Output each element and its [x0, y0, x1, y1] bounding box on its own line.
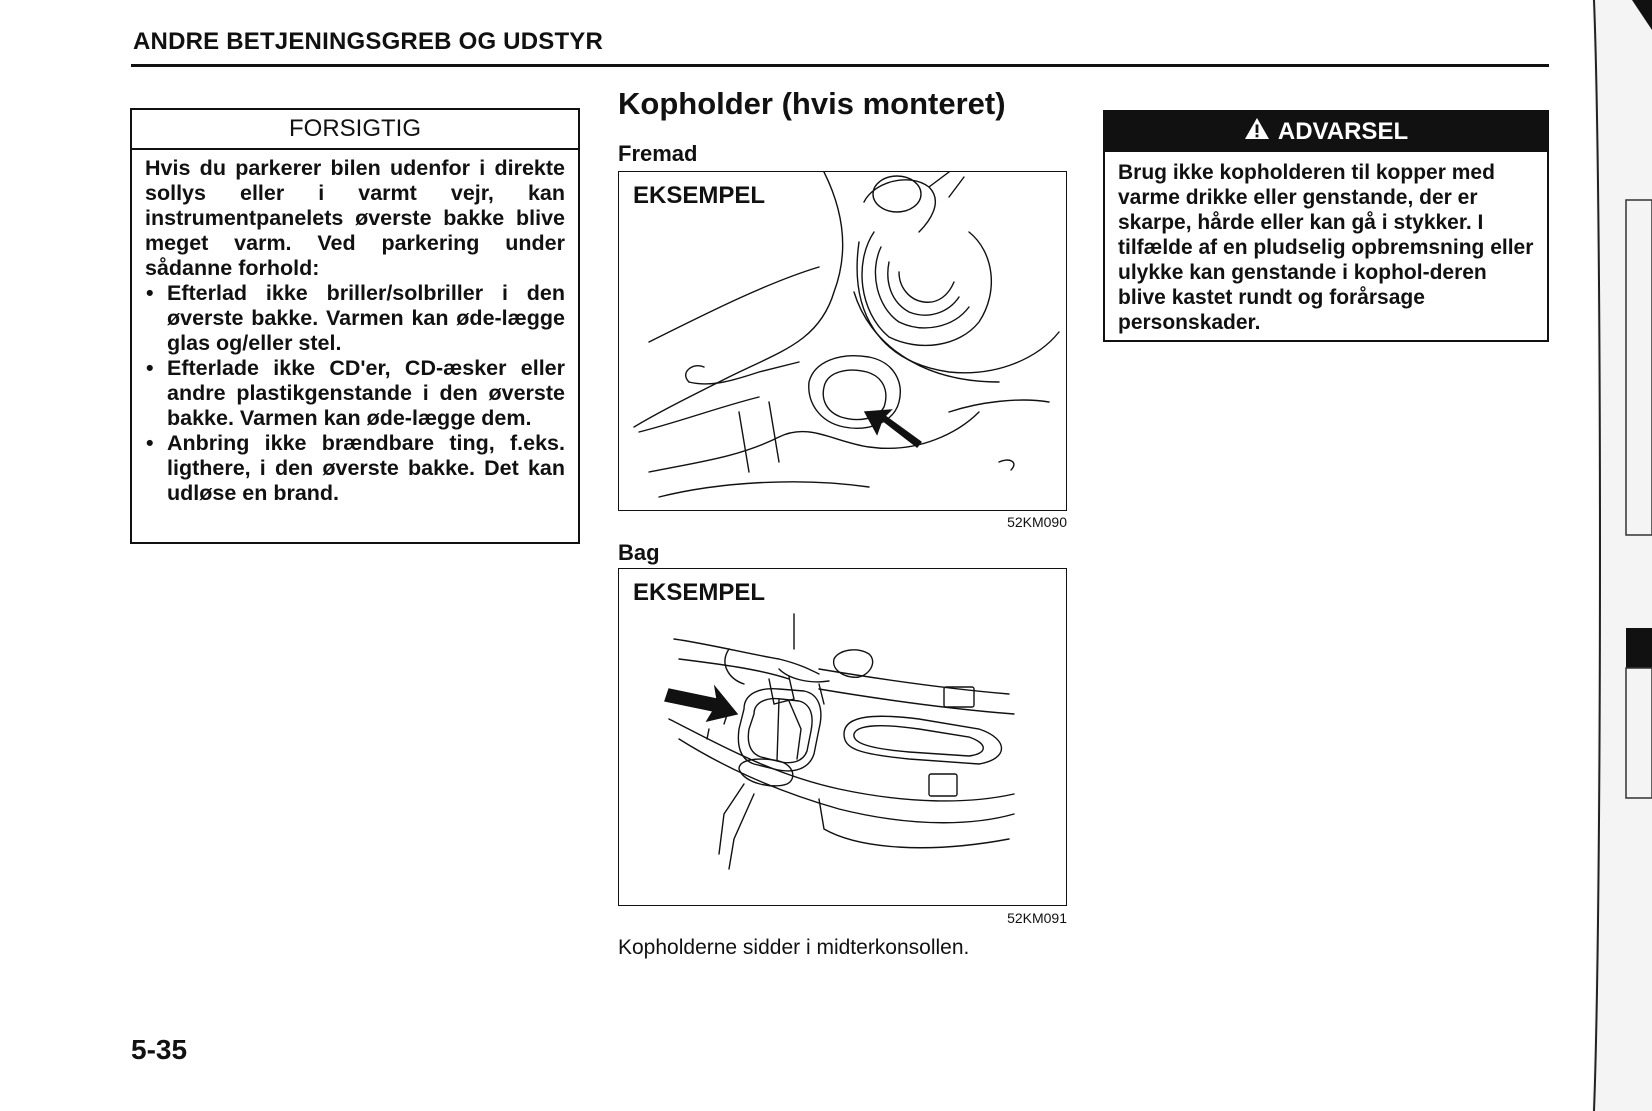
caution-intro: Hvis du parkerer bilen udenfor i direkte sollys eller i varmt vejr, kan instrumentpanelets øverste bakke blive meget varm. Ved parkering under sådanne forhold: [145, 156, 565, 280]
caution-bullet: • Efterlad ikke briller/solbriller i den øverste bakke. Varmen kan øde-lægge glas og/eller stel. [145, 281, 565, 356]
page-edge-shadow [1592, 0, 1652, 1111]
figure-label: EKSEMPEL [633, 182, 766, 209]
caution-bullet: • Efterlade ikke CD'er, CD-æsker eller andre plastikgenstande i den øverste bakke. Varmen kan øde-lægge dem. [145, 356, 565, 431]
warning-body: Brug ikke kopholderen til kopper med varme drikke eller genstande, der er skarpe, hårde eller kan gå i stykker. I tilfælde af en pludselig opbremsning eller ulykke kan genstande i kophol-deren blive kastet rundt og forårsage personskader. [1118, 161, 1534, 334]
caution-bullet: • Anbring ikke brændbare ting, f.eks. ligthere, i den øverste bakke. Det kan udløse en brand. [145, 431, 565, 506]
warning-title: ADVARSEL [1277, 118, 1409, 145]
section-title: ANDRE BETJENINGSGREB OG UDSTYR [133, 28, 604, 55]
rear-label: Bag [618, 540, 660, 565]
caution-list [145, 281, 565, 506]
rear-figure-code: 52KM091 [1007, 910, 1067, 926]
warning-triangle-icon [1244, 113, 1270, 153]
warning-box [1103, 110, 1549, 342]
page-number: 5-35 [131, 1034, 188, 1065]
header-rule [131, 64, 1549, 67]
caution-title: FORSIGTIG [132, 110, 578, 150]
front-label: Fremad [618, 141, 698, 166]
caution-body [132, 150, 578, 506]
figure-caption: Kopholderne sidder i midterkonsollen. [618, 936, 970, 959]
rear-figure [618, 568, 1067, 906]
figure-label: EKSEMPEL [633, 579, 766, 606]
main-heading: Kopholder (hvis monteret) [618, 86, 1006, 121]
caution-box [130, 108, 580, 544]
warning-header [1105, 112, 1547, 152]
front-figure [618, 171, 1067, 511]
front-figure-code: 52KM090 [1007, 514, 1067, 530]
front-console-illustration [619, 172, 1067, 511]
rear-console-illustration [619, 569, 1067, 906]
